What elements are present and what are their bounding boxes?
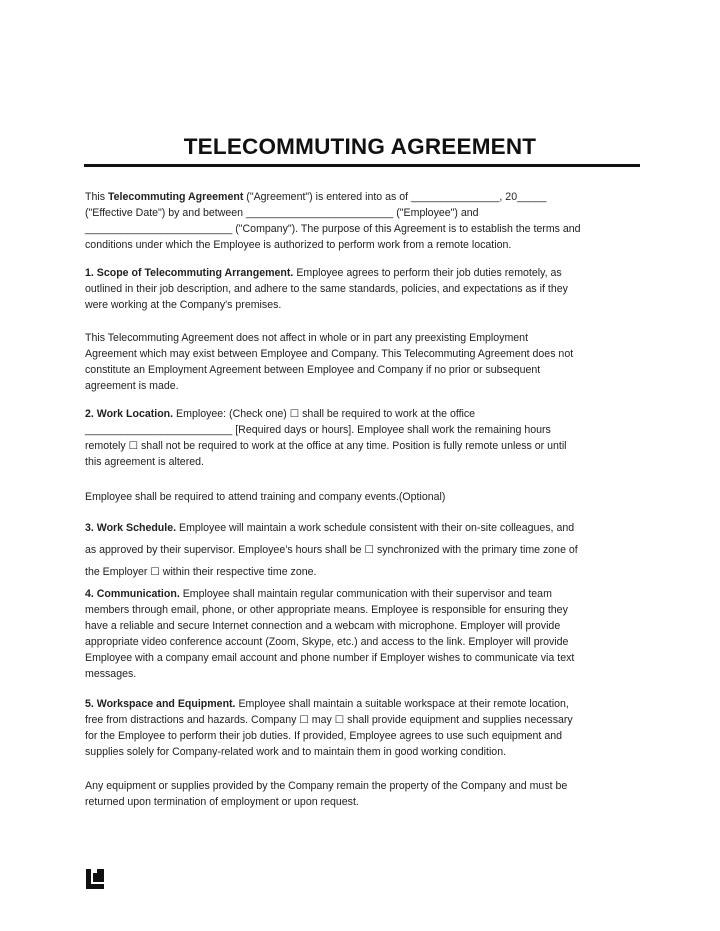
section-3-text: Employee will maintain a work schedule consistent with their on-site colleagues, and: [176, 522, 575, 534]
section-2-line-3: remotely ☐ shall not be required to work at the office at any time. Position is fully remote unless or until: [85, 440, 567, 452]
section-5-line-3: for the Employee to perform their job duties. If provided, Employee agrees to use such equipment and: [85, 730, 562, 742]
section-3-line-1: [85, 517, 645, 539]
preexisting-line-2: Agreement which may exist between Employee and Company. This Telecommuting Agreement does not: [85, 348, 574, 360]
section-1-scope: [85, 265, 645, 313]
intro-text: This: [85, 191, 108, 203]
intro-paragraph: [85, 189, 645, 253]
section-5-line-4: supplies solely for Company-related work and to maintain them in good working condition.: [85, 746, 507, 758]
intro-line-1: [85, 189, 645, 205]
preexisting-agreement-paragraph: [85, 330, 645, 394]
section-2-work-location: [85, 406, 645, 470]
title-underline: [84, 164, 640, 167]
section-5-workspace-equipment: [85, 696, 645, 760]
training-paragraph: [85, 489, 645, 505]
section-4-text: Employee shall maintain regular communication with their supervisor and team: [179, 588, 552, 600]
intro-text: ("Agreement") is entered into as of _______________, 20_____: [243, 191, 547, 203]
section-4-heading: 4. Communication.: [85, 588, 180, 600]
section-2-line-1: [85, 406, 645, 422]
section-3-line-3: the Employer ☐ within their respective time zone.: [85, 566, 317, 578]
section-2-line-4: this agreement is altered.: [85, 456, 204, 468]
section-5-text: Employee shall maintain a suitable workspace at their remote location,: [235, 698, 569, 710]
section-5-line-2: free from distractions and hazards. Company ☐ may ☐ shall provide equipment and supplies necessary: [85, 714, 573, 726]
section-4-line-3: have a reliable and secure Internet connection and a webcam with microphone. Employer will provide: [85, 620, 561, 632]
document-title: TELECOMMUTING AGREEMENT: [183, 134, 537, 159]
section-1-text: Employee agrees to perform their job duties remotely, as: [293, 267, 562, 279]
preexisting-line-4: agreement is made.: [85, 380, 179, 392]
section-2-heading: 2. Work Location.: [85, 408, 174, 420]
section-3-line-2: as approved by their supervisor. Employee’s hours shall be ☐ synchronized with the primary time zone of: [85, 544, 578, 556]
property-paragraph: [85, 778, 645, 810]
section-1-line-1: [85, 265, 645, 281]
section-2-text: Employee: (Check one) ☐ shall be required to work at the office: [173, 408, 476, 420]
section-1-line-2: outlined in their job description, and adhere to the same standards, policies, and expectations as if they: [85, 283, 568, 295]
section-1-line-3: were working at the Company's premises.: [85, 299, 282, 311]
preexisting-line-1: This Telecommuting Agreement does not affect in whole or in part any preexisting Employment: [85, 332, 529, 344]
intro-line-3: _________________________ ("Company"). The purpose of this Agreement is to establish the terms and: [85, 223, 581, 235]
property-line-1: Any equipment or supplies provided by the Company remain the property of the Company and must be: [85, 780, 568, 792]
intro-line-2: ("Effective Date") by and between _________________________ ("Employee") and: [85, 207, 479, 219]
section-4-line-1: [85, 586, 645, 602]
document-logo-icon: [86, 869, 104, 889]
section-4-line-6: messages.: [85, 668, 137, 680]
intro-line-4: conditions under which the Employee is authorized to perform work from a remote location.: [85, 239, 512, 251]
section-5-heading: 5. Workspace and Equipment.: [85, 698, 236, 710]
training-line-1: Employee shall be required to attend training and company events.(Optional): [85, 491, 446, 503]
section-3-heading: 3. Work Schedule.: [85, 522, 177, 534]
section-2-line-2: _________________________ [Required days or hours]. Employee shall work the remaining hours: [85, 424, 551, 436]
section-1-heading: 1. Scope of Telecommuting Arrangement.: [85, 267, 294, 279]
agreement-name: Telecommuting Agreement: [107, 191, 244, 203]
section-3-work-schedule: [85, 517, 645, 583]
section-4-communication: [85, 586, 645, 682]
section-4-line-4: appropriate video conference account (Zoom, Skype, etc.) and access to the link. Employer will provide: [85, 636, 569, 648]
property-line-2: returned upon termination of employment or upon request.: [85, 796, 359, 808]
section-4-line-2: members through email, phone, or other appropriate means. Employee is responsible for ensuring they: [85, 604, 568, 616]
section-4-line-5: Employee with a company email account and phone number if Employer wishes to communicate via text: [85, 652, 575, 664]
section-5-line-1: [85, 696, 645, 712]
preexisting-line-3: constitute an Employment Agreement between Employee and Company if no prior or subsequent: [85, 364, 541, 376]
